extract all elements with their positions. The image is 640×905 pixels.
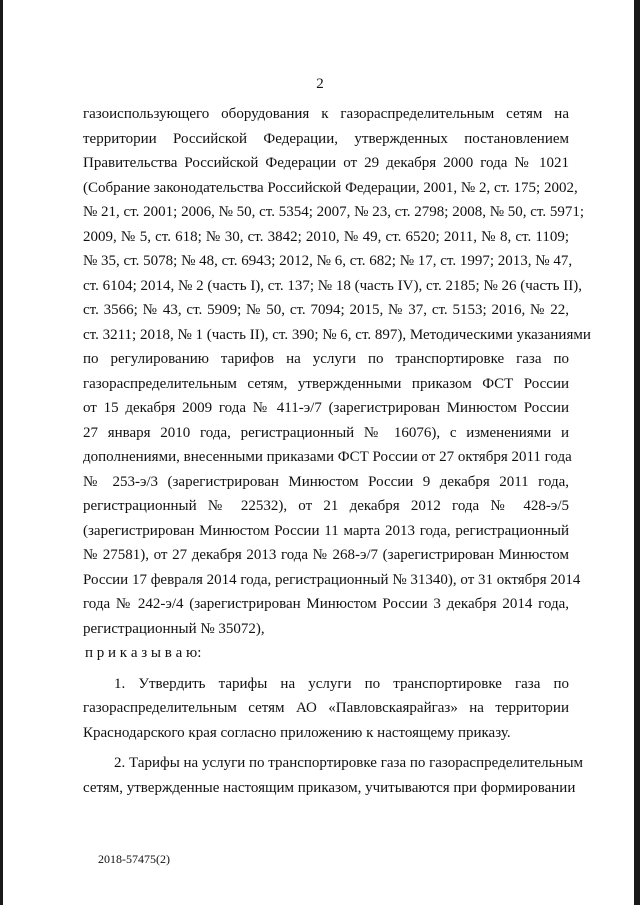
text-line: 27 января 2010 года, регистрационный № 16076), с изменениями и	[83, 424, 569, 441]
text-line: 1. Утвердить тарифы на услуги по транспортировке газа по	[114, 675, 569, 692]
text-line: № 253-э/3 (зарегистрирован Минюстом России 9 декабря 2011 года,	[83, 473, 569, 490]
text-line: № 21, ст. 2001; 2006, № 50, ст. 5354; 2007, № 23, ст. 2798; 2008, № 50, ст. 5971;	[83, 204, 585, 220]
text-line: ст. 6104; 2014, № 2 (часть I), ст. 137; № 18 (часть IV), ст. 2185; № 26 (часть II),	[83, 277, 582, 294]
text-line: № 27581), от 27 декабря 2013 года № 268-э/7 (зарегистрирован Минюстом	[83, 547, 569, 563]
text-line: № 35, ст. 5078; № 48, ст. 6943; 2012, № 6, ст. 682; № 17, ст. 1997; 2013, № 47,	[83, 253, 573, 269]
text-line: дополнениями, внесенными приказами ФСТ России от 27 октября 2011 года	[83, 449, 572, 465]
text-line: ст. 3211; 2018, № 1 (часть II), ст. 390; № 6, ст. 897), Методическими указаниями	[83, 326, 591, 343]
text-line: сетям, утвержденные настоящим приказом, учитываются при формировании	[83, 779, 576, 796]
text-line: (зарегистрирован Минюстом России 11 марта 2013 года, регистрационный	[83, 522, 569, 539]
text-line: Правительства Российской Федерации от 29 декабря 2000 года № 1021	[83, 155, 569, 171]
paragraph-legal-references	[83, 102, 591, 641]
order-heading: п р и к а з ы в а ю:	[85, 645, 202, 661]
scan-edge-left	[0, 0, 3, 905]
text-line: года № 242-э/4 (зарегистрирован Минюстом России 3 декабря 2014 года,	[83, 596, 569, 612]
text-line: газоиспользующего оборудования к газораспределительным сетям на	[83, 106, 569, 122]
text-line: территории Российской Федерации, утвержденных постановлением	[83, 130, 569, 147]
document-code: 2018-57475(2)	[98, 852, 170, 866]
text-line: регистрационный № 22532), от 21 декабря 2012 года № 428-э/5	[83, 498, 569, 514]
text-line: (Собрание законодательства Российской Федерации, 2001, № 2, ст. 175; 2002,	[83, 179, 578, 196]
document-body	[83, 102, 591, 800]
text-line: Краснодарского края согласно приложению к настоящему приказу.	[83, 724, 511, 741]
text-line: газораспределительным сетям, утвержденными приказом ФСТ России	[83, 375, 569, 392]
order-item-1	[83, 672, 569, 746]
scan-edge-right	[634, 0, 640, 905]
order-item-2	[83, 751, 584, 800]
text-line: ст. 3566; № 43, ст. 5909; № 50, ст. 7094; 2015, № 37, ст. 5153; 2016, № 22,	[83, 302, 569, 318]
text-line: 2009, № 5, ст. 618; № 30, ст. 3842; 2010, № 49, ст. 6520; 2011, № 8, ст. 1109;	[83, 228, 569, 245]
page-number: 2	[316, 76, 324, 92]
text-line: регистрационный № 35072),	[83, 620, 265, 637]
text-line: 2. Тарифы на услуги по транспортировке газа по газораспределительным	[114, 755, 584, 771]
text-line: России 17 февраля 2014 года, регистрационный № 31340), от 31 октября 2014	[83, 571, 581, 588]
text-line: по регулированию тарифов на услуги по транспортировке газа по	[83, 351, 569, 367]
text-line: газораспределительным сетям АО «Павловскаярайгаз» на территории	[83, 700, 569, 716]
text-line: от 15 декабря 2009 года № 411-э/7 (зарегистрирован Минюстом России	[83, 400, 569, 416]
